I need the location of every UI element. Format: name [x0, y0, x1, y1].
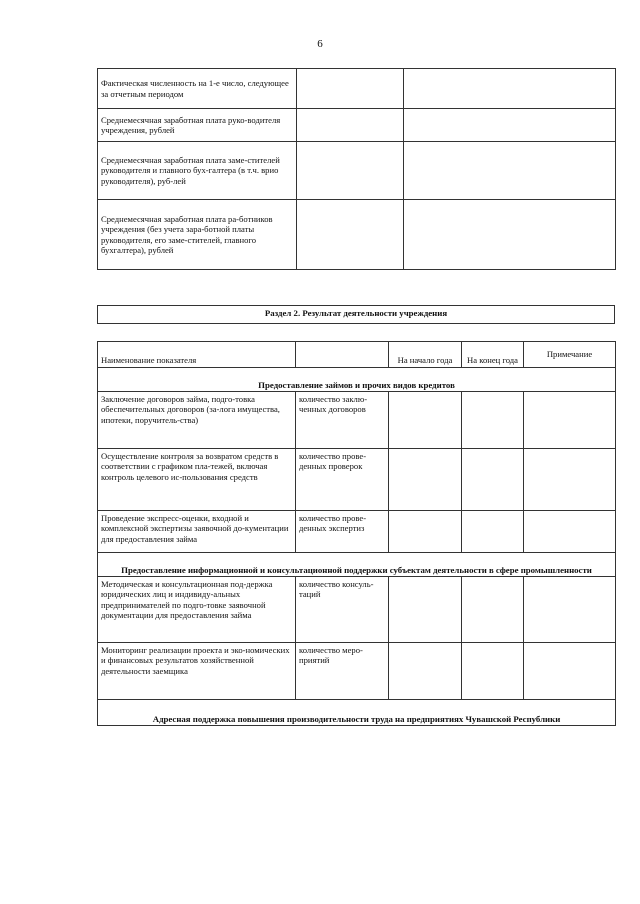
end-value-cell[interactable] [462, 511, 524, 553]
row-label: Среднемесячная заработная плата руко-водителя учреждения, рублей [98, 109, 297, 142]
group-row [98, 553, 616, 577]
value-cell[interactable] [297, 142, 404, 200]
note-cell[interactable] [524, 643, 616, 700]
indicator-name: Мониторинг реализации проекта и эко-номических и финансовых результатов хозяйственной деятельности заемщика [98, 643, 296, 700]
row-label: Среднемесячная заработная плата заме-стителей руководителя и главного бух-галтера (в т.ч. врио руководителя), руб-лей [98, 142, 297, 200]
end-value-cell[interactable] [462, 392, 524, 449]
results-table [97, 341, 616, 726]
indicator-unit: количество меро-приятий [296, 643, 389, 700]
indicator-unit: количество прове-денных экспертиз [296, 511, 389, 553]
note-cell[interactable] [524, 511, 616, 553]
section-title: Раздел 2. Результат деятельности учреждения [98, 306, 615, 324]
note-cell[interactable] [524, 577, 616, 643]
row-label: Фактическая численность на 1-е число, следующее за отчетным периодом [98, 69, 297, 109]
header-end-of-year: На конец года [462, 342, 524, 368]
value-cell[interactable] [297, 109, 404, 142]
note-cell[interactable] [524, 392, 616, 449]
indicator-name: Проведение экспресс-оценки, входной и комплексной экспертизы заявочной до-кументации для предоставления займа [98, 511, 296, 553]
indicator-name: Методическая и консультационная под-держка юридических лиц и индивиду-альных предпринимателей по подго-товке заявочной документации для предоставления займа [98, 577, 296, 643]
table-row [98, 69, 616, 109]
table-row [98, 200, 616, 270]
value-cell[interactable] [404, 142, 616, 200]
header-row [98, 342, 616, 368]
header-start-of-year: На начало года [389, 342, 462, 368]
end-value-cell[interactable] [462, 643, 524, 700]
start-value-cell[interactable] [389, 449, 462, 511]
table-row [98, 577, 616, 643]
indicator-unit: количество заклю-ченных договоров [296, 392, 389, 449]
indicator-unit: количество консуль-таций [296, 577, 389, 643]
table-row [98, 643, 616, 700]
page-number: 6 [317, 38, 323, 50]
note-cell[interactable] [524, 449, 616, 511]
staff-salary-table [97, 68, 616, 270]
start-value-cell[interactable] [389, 392, 462, 449]
indicator-name: Осуществление контроля за возвратом средств в соответствии с графиком пла-тежей, включая контроль целевого ис-пользования средств [98, 449, 296, 511]
value-cell[interactable] [404, 109, 616, 142]
start-value-cell[interactable] [389, 643, 462, 700]
value-cell[interactable] [404, 69, 616, 109]
end-value-cell[interactable] [462, 449, 524, 511]
section-title-box [97, 305, 615, 324]
group-title: Адресная поддержка повышения производительности труда на предприятиях Чувашской Республики [98, 700, 616, 726]
start-value-cell[interactable] [389, 511, 462, 553]
group-row [98, 368, 616, 392]
indicator-unit: количество прове-денных проверок [296, 449, 389, 511]
group-title: Предоставление информационной и консультационной поддержки субъектам деятельности в сфере промышленности [98, 553, 616, 577]
table-row [98, 142, 616, 200]
row-label: Среднемесячная заработная плата ра-ботников учреждения (без учета зара-ботной платы руководителя, его заме-стителей, главного бухгалтера), рублей [98, 200, 297, 270]
value-cell[interactable] [297, 69, 404, 109]
table-row [98, 511, 616, 553]
table-row [98, 449, 616, 511]
value-cell[interactable] [404, 200, 616, 270]
header-indicator: Наименование показателя [98, 342, 296, 368]
indicator-name: Заключение договоров займа, подго-товка обеспечительных договоров (за-лога имущества, ипотеки, поручитель-ства) [98, 392, 296, 449]
group-row [98, 700, 616, 726]
value-cell[interactable] [297, 200, 404, 270]
table-row [98, 392, 616, 449]
end-value-cell[interactable] [462, 577, 524, 643]
start-value-cell[interactable] [389, 577, 462, 643]
table-row [98, 109, 616, 142]
header-note: Примечание [524, 342, 616, 368]
group-title: Предоставление займов и прочих видов кредитов [98, 368, 616, 392]
header-unit [296, 342, 389, 368]
